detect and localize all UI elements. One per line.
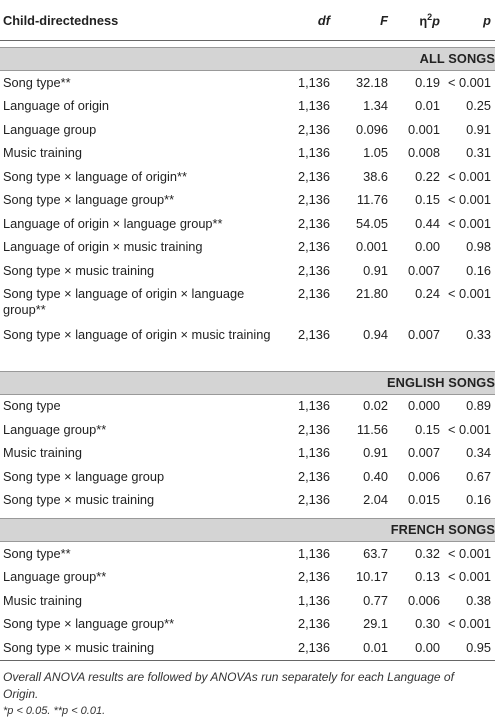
- table-row: [0, 542, 495, 566]
- cell-df: 1,136: [297, 445, 330, 461]
- cell-df: 1,136: [297, 398, 330, 414]
- row-label: Song type: [3, 398, 61, 414]
- cell-p: < 0.001: [447, 421, 491, 437]
- cell-eta: 0.015: [407, 492, 440, 508]
- table-row: [0, 465, 495, 489]
- cell-p: < 0.001: [447, 168, 491, 184]
- row-label: Music training: [3, 145, 82, 161]
- table-row: [0, 95, 495, 119]
- cell-df: 1,136: [297, 545, 330, 561]
- table-row: [0, 71, 495, 95]
- cell-eta: 0.22: [415, 168, 440, 184]
- cell-eta: 0.01: [415, 98, 440, 114]
- cell-df: 2,136: [297, 168, 330, 184]
- row-label: Language of origin × language group**: [3, 215, 223, 231]
- table-row: [0, 118, 495, 142]
- header-child-directedness: Child-directedness: [0, 0, 272, 41]
- cell-p: < 0.001: [447, 545, 491, 561]
- cell-df: 2,136: [297, 468, 330, 484]
- header-f: F: [334, 0, 392, 41]
- cell-f: 11.56: [356, 421, 388, 437]
- cell-f: 0.94: [363, 326, 388, 342]
- table-row: [0, 418, 495, 442]
- cell-df: 2,136: [297, 215, 330, 231]
- cell-eta: 0.007: [407, 326, 440, 342]
- cell-f: 0.01: [334, 636, 392, 660]
- section-gap: [0, 41, 495, 48]
- cell-df: 2,136: [297, 192, 330, 208]
- table-row: [0, 189, 495, 213]
- cell-f: 0.91: [363, 262, 388, 278]
- cell-p: 0.16: [466, 262, 491, 278]
- table-row: [0, 324, 495, 365]
- cell-p: < 0.001: [447, 285, 491, 301]
- header-df: df: [272, 0, 334, 41]
- cell-p: 0.31: [466, 145, 491, 161]
- cell-p: 0.89: [466, 398, 491, 414]
- cell-df: 1,136: [297, 74, 330, 90]
- cell-p: 0.33: [466, 326, 491, 342]
- row-label: Language of origin × music training: [3, 239, 203, 255]
- cell-f: 0.40: [363, 468, 388, 484]
- cell-f: 1.05: [363, 145, 388, 161]
- cell-df: 2,136: [272, 636, 334, 660]
- cell-f: 63.7: [363, 545, 388, 561]
- cell-p: < 0.001: [447, 192, 491, 208]
- table-header: [0, 0, 495, 41]
- cell-p: < 0.001: [447, 569, 491, 585]
- header-eta-subscript: p: [432, 13, 440, 29]
- section-gap-cell: [0, 41, 495, 48]
- cell-eta: 0.00: [415, 239, 440, 255]
- cell-df: 2,136: [297, 239, 330, 255]
- cell-df: 2,136: [297, 326, 330, 342]
- cell-eta: 0.006: [407, 592, 440, 608]
- table-row: [0, 259, 495, 283]
- table-row: [0, 489, 495, 513]
- section-header-row: [0, 519, 495, 542]
- cell-f: 0.096: [355, 121, 388, 137]
- cell-f: 21.80: [355, 285, 388, 301]
- table-row: [0, 566, 495, 590]
- cell-p: 0.16: [466, 492, 491, 508]
- cell-df: 1,136: [297, 145, 330, 161]
- table-row: [0, 394, 495, 418]
- table-row: [0, 236, 495, 260]
- cell-f: 0.91: [363, 445, 388, 461]
- row-label: Music training: [3, 445, 82, 461]
- cell-eta: 0.15: [415, 192, 440, 208]
- cell-eta: 0.00: [392, 636, 444, 660]
- cell-f: 0.77: [363, 592, 388, 608]
- row-label: Song type × language group: [3, 468, 165, 484]
- cell-f: 11.76: [356, 192, 388, 208]
- cell-p: 0.34: [466, 445, 491, 461]
- section-title: FRENCH SONGS: [0, 519, 495, 542]
- section-title: ENGLISH SONGS: [0, 371, 495, 394]
- row-label: Language of origin: [3, 98, 110, 114]
- cell-f: 1.34: [363, 98, 388, 114]
- table-row: [0, 613, 495, 637]
- table-row: [0, 589, 495, 613]
- cell-f: 0.02: [363, 398, 388, 414]
- row-label: Song type × music training: [3, 262, 155, 278]
- cell-df: 1,136: [297, 98, 330, 114]
- cell-df: 2,136: [297, 569, 330, 585]
- row-label: Language group**: [3, 569, 107, 585]
- cell-f: 38.6: [363, 168, 388, 184]
- row-label: Language group: [3, 121, 97, 137]
- cell-p: 0.91: [466, 121, 491, 137]
- cell-df: 2,136: [297, 262, 330, 278]
- section-title: ALL SONGS: [0, 48, 495, 71]
- table-body: [0, 41, 495, 661]
- cell-f: 54.05: [355, 215, 388, 231]
- cell-f: 2.04: [363, 492, 388, 508]
- cell-f: 29.1: [363, 616, 388, 632]
- row-label: Song type × language of origin**: [3, 168, 187, 184]
- cell-p: 0.67: [466, 468, 491, 484]
- row-label: Song type × music training: [0, 636, 272, 660]
- header-eta-superscript: 2: [427, 11, 433, 22]
- cell-eta: 0.15: [415, 421, 440, 437]
- significance-note: *p < 0.05. **p < 0.01.: [3, 704, 106, 717]
- table-row: [0, 636, 495, 660]
- section-header-row: [0, 371, 495, 394]
- row-label: Music training: [3, 592, 82, 608]
- cell-df: 2,136: [297, 121, 330, 137]
- table-row: [0, 142, 495, 166]
- row-label: Song type × music training: [3, 492, 155, 508]
- row-label: Song type × language of origin × music training: [3, 326, 271, 342]
- cell-eta: 0.001: [407, 121, 440, 137]
- table-row: [0, 165, 495, 189]
- section-header-row: [0, 48, 495, 71]
- cell-p: 0.25: [466, 98, 491, 114]
- cell-df: 2,136: [297, 492, 330, 508]
- cell-df: 2,136: [297, 421, 330, 437]
- cell-df: 2,136: [297, 285, 330, 301]
- cell-df: 2,136: [297, 616, 330, 632]
- cell-p: < 0.001: [447, 74, 491, 90]
- header-p: p: [444, 0, 495, 41]
- cell-p: 0.98: [466, 239, 491, 255]
- table-footnote: Overall ANOVA results are followed by ANOVAs run separately for each Language of Origin.: [3, 669, 454, 701]
- header-eta-squared: [392, 0, 444, 41]
- row-label: Song type**: [3, 545, 71, 561]
- header-row: [0, 0, 495, 41]
- row-label: Song type × language of origin × language group**: [3, 285, 245, 317]
- cell-p: 0.95: [444, 636, 495, 660]
- cell-eta: 0.000: [407, 398, 440, 414]
- cell-eta: 0.007: [407, 445, 440, 461]
- table-row: [0, 442, 495, 466]
- cell-eta: 0.006: [407, 468, 440, 484]
- cell-eta: 0.24: [415, 285, 440, 301]
- cell-df: 1,136: [297, 592, 330, 608]
- cell-eta: 0.13: [415, 569, 440, 585]
- cell-p: < 0.001: [447, 215, 491, 231]
- cell-p: < 0.001: [447, 616, 491, 632]
- table-row: [0, 212, 495, 236]
- row-label: Language group**: [3, 421, 107, 437]
- cell-eta: 0.007: [407, 262, 440, 278]
- cell-f: 0.001: [355, 239, 388, 255]
- cell-f: 10.17: [355, 569, 388, 585]
- cell-f: 32.18: [355, 74, 388, 90]
- table-row: [0, 283, 495, 324]
- header-eta-symbol: η: [419, 13, 428, 29]
- cell-eta: 0.44: [415, 215, 440, 231]
- cell-eta: 0.30: [415, 616, 440, 632]
- row-label: Song type**: [3, 74, 71, 90]
- cell-eta: 0.32: [415, 545, 440, 561]
- cell-p: 0.38: [466, 592, 491, 608]
- row-label: Song type × language group**: [3, 192, 175, 208]
- row-label: Song type × language group**: [3, 616, 175, 632]
- cell-eta: 0.19: [415, 74, 440, 90]
- cell-eta: 0.008: [407, 145, 440, 161]
